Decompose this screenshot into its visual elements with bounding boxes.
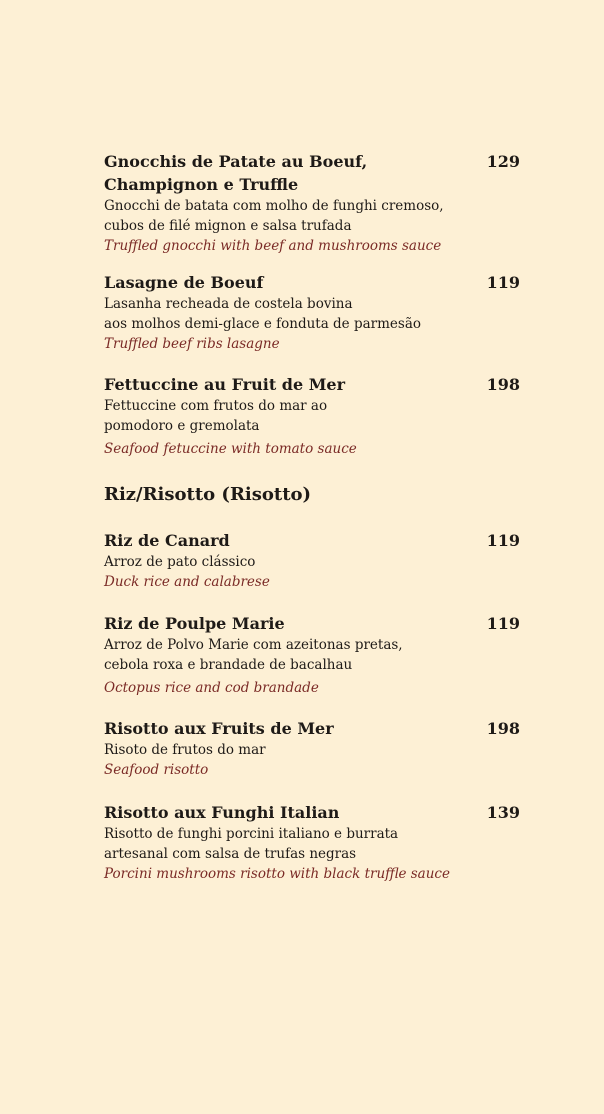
dish-description-pt: Arroz de Polvo Marie com azeitonas pretas, bbox=[104, 637, 403, 653]
dish-description-en: Seafood fetuccine with tomato sauce bbox=[104, 441, 357, 457]
dish-description-en: Porcini mushrooms risotto with black truffle sauce bbox=[104, 866, 450, 882]
dish-description-pt: Lasanha recheada de costela bovina bbox=[104, 296, 353, 312]
dish-description-pt: Fettuccine com frutos do mar ao bbox=[104, 398, 328, 414]
dish-price: 139 bbox=[486, 803, 520, 822]
dish-price: 198 bbox=[486, 719, 520, 738]
dish-description-en: Truffled beef ribs lasagne bbox=[104, 336, 280, 352]
dish-name-line: Champignon e Truffle bbox=[104, 175, 299, 194]
section-title: Riz/Risotto (Risotto) bbox=[104, 484, 312, 505]
menu-item bbox=[104, 271, 520, 354]
menu-item bbox=[104, 717, 520, 780]
dish-description-pt: cubos de filé mignon e salsa trufada bbox=[104, 218, 352, 234]
dish-description-en: Truffled gnocchi with beef and mushrooms sauce bbox=[104, 238, 442, 254]
dish-description-pt: pomodoro e gremolata bbox=[104, 418, 260, 434]
dish-description-pt: Risoto de frutos do mar bbox=[104, 742, 266, 758]
dish-description-pt: Risotto de funghi porcini italiano e burrata bbox=[104, 826, 399, 842]
dish-description-pt: Arroz de pato clássico bbox=[104, 554, 256, 570]
dish-name: Risotto aux Fruits de Mer bbox=[104, 719, 334, 738]
dish-description-en: Octopus rice and cod brandade bbox=[104, 680, 319, 696]
dish-name bbox=[104, 150, 404, 196]
dish-name: Lasagne de Boeuf bbox=[104, 273, 264, 292]
menu-item bbox=[104, 801, 520, 884]
dish-description-pt: artesanal com salsa de trufas negras bbox=[104, 846, 357, 862]
dish-description-pt: aos molhos demi-glace e fonduta de parmesão bbox=[104, 316, 422, 332]
dish-price: 129 bbox=[486, 152, 520, 171]
dish-price: 198 bbox=[486, 375, 520, 394]
dish-price: 119 bbox=[486, 614, 520, 633]
dish-name-line: Gnocchis de Patate au Boeuf, bbox=[104, 152, 368, 171]
dish-description-pt: cebola roxa e brandade de bacalhau bbox=[104, 657, 353, 673]
dish-description-en: Seafood risotto bbox=[104, 762, 209, 778]
dish-name: Fettuccine au Fruit de Mer bbox=[104, 375, 346, 394]
dish-description-en: Duck rice and calabrese bbox=[104, 574, 270, 590]
menu-item bbox=[104, 373, 520, 459]
dish-price: 119 bbox=[486, 531, 520, 550]
dish-price: 119 bbox=[486, 273, 520, 292]
dish-description-pt: Gnocchi de batata com molho de funghi cremoso, bbox=[104, 198, 444, 214]
menu-item bbox=[104, 150, 520, 256]
menu-item bbox=[104, 529, 520, 592]
dish-name: Riz de Canard bbox=[104, 531, 230, 550]
menu-item bbox=[104, 612, 520, 698]
dish-name: Riz de Poulpe Marie bbox=[104, 614, 285, 633]
dish-name: Risotto aux Funghi Italian bbox=[104, 803, 340, 822]
